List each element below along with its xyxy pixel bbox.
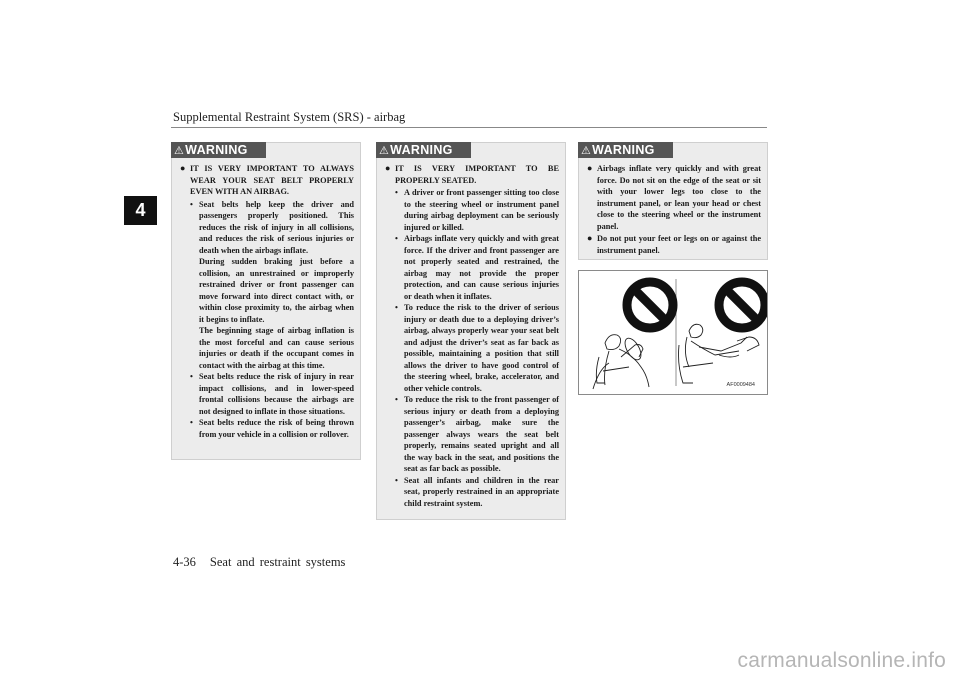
passenger-feet-up-figure <box>679 324 760 383</box>
warning-header <box>171 142 266 158</box>
warning-header <box>578 142 673 158</box>
page-footer <box>173 555 345 570</box>
warning-subitem: • Airbags inflate very quickly and with great force. If the driver and front passenger are not properly seated and restrained, the airbag may not provide the proper protection, and can cause serious injuries or death when it inflates. <box>395 234 559 301</box>
warning-header <box>376 142 471 158</box>
warning-continuation: The beginning stage of airbag inflation is the most forceful and can cause serious injuries or death if the occupant comes in contact with the airbag at this time. <box>199 326 354 370</box>
warning-triangle-icon: ⚠ <box>581 145 592 157</box>
warning-label: WARNING <box>390 143 453 157</box>
page-header-title: Supplemental Restraint System (SRS) - airbag <box>173 110 406 124</box>
warning-item: ● IT IS VERY IMPORTANT TO BE PROPERLY SEATED. <box>385 163 559 185</box>
warning-continuation: During sudden braking just before a collision, an unrestrained or improperly restrained driver or front passenger can move forward into direct contact with, or within close proximity to, the airbag when it begins to inflate. <box>199 257 354 324</box>
warning-item: ● Airbags inflate very quickly and with great force. Do not sit on the edge of the seat or sit with your lower legs too close to the instrument panel, or lean your head or chest close to the steering wheel or the instrument panel. <box>587 163 761 231</box>
warning-item: ● IT IS VERY IMPORTANT TO ALWAYS WEAR YOUR SEAT BELT PROPERLY EVEN WITH AN AIRBAG. <box>180 163 354 196</box>
warning-subitem: • Seat all infants and children in the rear seat, properly restrained in an appropriate child restraint system. <box>395 475 559 508</box>
warning-box-seat-belt <box>171 142 361 460</box>
warning-subitem: • Seat belts reduce the risk of being thrown from your vehicle in a collision or rollover. <box>190 418 354 439</box>
warning-subitem: • Seat belts help keep the driver and passengers properly positioned. This reduces the risk of injury in all collisions, and reduces the risk of serious injuries or death when the airbags inflate. <box>190 199 354 255</box>
warning-triangle-icon: ⚠ <box>174 145 185 157</box>
bullet-icon: ● <box>587 233 593 243</box>
warning-label: WARNING <box>185 143 248 157</box>
bullet-icon: ● <box>587 163 593 173</box>
warning-item: ● Do not put your feet or legs on or against the instrument panel. <box>587 233 761 255</box>
bullet-icon: ● <box>385 163 391 173</box>
warning-subitem: • Seat belts reduce the risk of injury in rear impact collisions, and in lower-speed frontal collisions because the airbags are not designed to inflate in those situations. <box>190 372 354 416</box>
improper-seating-illustration <box>578 270 768 395</box>
no-symbol-icon <box>719 282 765 328</box>
page-number: 4-36 <box>173 555 196 569</box>
warning-box-inflation <box>578 142 768 260</box>
warning-triangle-icon: ⚠ <box>379 145 390 157</box>
illustration-code: AF0009484 <box>726 382 755 388</box>
chapter-tab: 4 <box>124 196 157 225</box>
bullet-icon: ● <box>180 163 186 173</box>
warning-subitem: • A driver or front passenger sitting too close to the steering wheel or instrument panel during airbag deployment can be seriously injured or killed. <box>395 188 559 232</box>
header-divider <box>171 127 767 128</box>
warning-box-seating <box>376 142 566 520</box>
driver-leaning-figure <box>593 335 649 389</box>
section-name: Seat and restraint systems <box>209 555 346 569</box>
watermark: carmanualsonline.info <box>737 649 946 672</box>
warning-label: WARNING <box>592 143 655 157</box>
illustration-drawing <box>579 271 767 394</box>
warning-subitem: • To reduce the risk to the driver of serious injury or death due to a deploying driver’s airbag, always properly wear your seat belt and adjust the driver’s seat as far back as possible, maintaining a position that still allows the driver to have good control of the steering wheel, brake, accelerator, and other vehicle controls. <box>395 303 559 393</box>
warning-subitem: • To reduce the risk to the front passenger of serious injury or death from a deploying passenger’s airbag, make sure the passenger always wears the seat belt properly, remains seated upright and all the way back in the seat, and positions the seat as far back as possible. <box>395 395 559 473</box>
no-symbol-icon <box>627 282 673 328</box>
